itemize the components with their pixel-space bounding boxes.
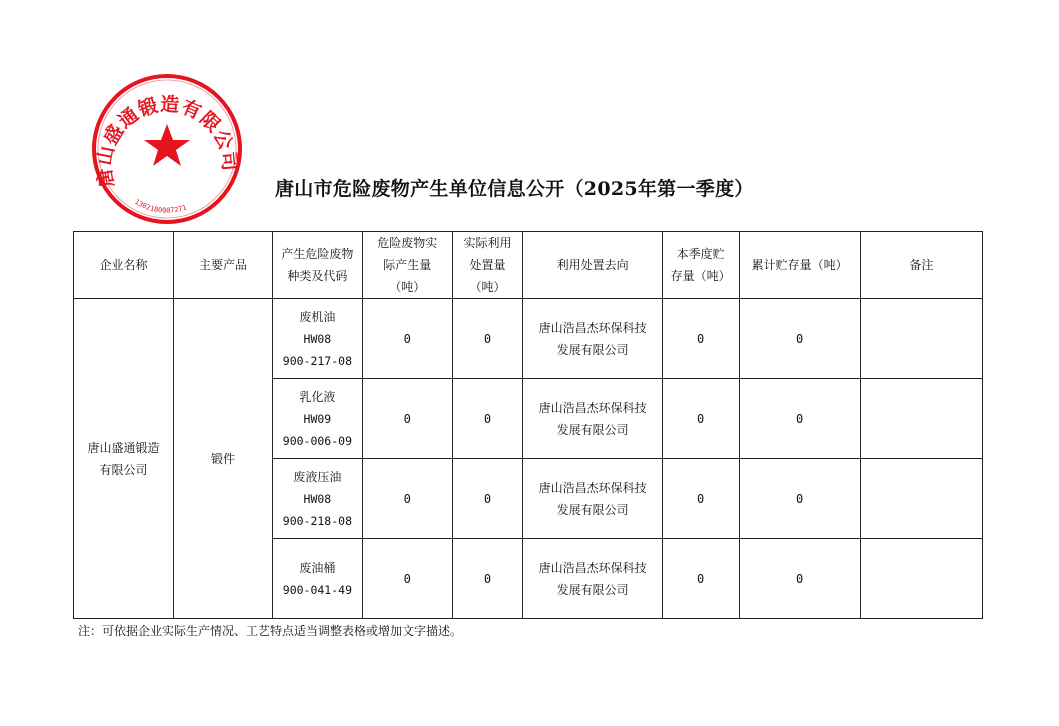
actual-disposal-cell: 0 [452, 379, 523, 459]
table-row [74, 299, 983, 379]
main-product-cell: 锻件 [173, 299, 272, 619]
header-remarks: 备注 [860, 232, 982, 299]
header-actual-output: 危险废物实 际产生量 （吨） [362, 232, 452, 299]
svg-text:1302180007271: 1302180007271 [133, 197, 188, 215]
actual-disposal-cell: 0 [452, 539, 523, 619]
remarks-cell [860, 299, 982, 379]
cumulative-storage-cell: 0 [739, 299, 860, 379]
actual-output-cell: 0 [362, 459, 452, 539]
header-destination: 利用处置去向 [523, 232, 662, 299]
actual-output-cell: 0 [362, 379, 452, 459]
waste-type-cell: 废液压油 HW08 900-218-08 [272, 459, 362, 539]
company-name-cell: 唐山盛通锻造 有限公司 [74, 299, 174, 619]
waste-type-cell: 废油桶 900-041-49 [272, 539, 362, 619]
document-title: 唐山市危险废物产生单位信息公开（2025年第一季度） [275, 178, 754, 200]
header-company: 企业名称 [74, 232, 174, 299]
seal-star-icon [144, 124, 190, 166]
quarter-storage-cell: 0 [662, 539, 739, 619]
header-cumulative-storage: 累计贮存量（吨） [739, 232, 860, 299]
remarks-cell [860, 379, 982, 459]
quarter-storage-cell: 0 [662, 299, 739, 379]
remarks-cell [860, 459, 982, 539]
header-actual-disposal: 实际利用 处置量 （吨） [452, 232, 523, 299]
cumulative-storage-cell: 0 [739, 539, 860, 619]
waste-type-cell: 乳化液 HW09 900-006-09 [272, 379, 362, 459]
cumulative-storage-cell: 0 [739, 459, 860, 539]
company-seal [90, 72, 244, 226]
hazardous-waste-table [73, 231, 983, 619]
actual-output-cell: 0 [362, 299, 452, 379]
remarks-cell [860, 539, 982, 619]
header-product: 主要产品 [173, 232, 272, 299]
quarter-storage-cell: 0 [662, 459, 739, 539]
destination-cell: 唐山浩昌杰环保科技 发展有限公司 [523, 379, 662, 459]
destination-cell: 唐山浩昌杰环保科技 发展有限公司 [523, 459, 662, 539]
destination-cell: 唐山浩昌杰环保科技 发展有限公司 [523, 539, 662, 619]
header-quarter-storage: 本季度贮 存量（吨） [662, 232, 739, 299]
waste-type-cell: 废机油 HW08 900-217-08 [272, 299, 362, 379]
footnote: 注：可依据企业实际生产情况、工艺特点适当调整表格或增加文字描述。 [78, 624, 463, 638]
cumulative-storage-cell: 0 [739, 379, 860, 459]
svg-text:唐山盛通锻造有限公司: 唐山盛通锻造有限公司 [93, 93, 241, 189]
actual-disposal-cell: 0 [452, 459, 523, 539]
actual-disposal-cell: 0 [452, 299, 523, 379]
destination-cell: 唐山浩昌杰环保科技 发展有限公司 [523, 299, 662, 379]
header-waste-type: 产生危险废物 种类及代码 [272, 232, 362, 299]
quarter-storage-cell: 0 [662, 379, 739, 459]
actual-output-cell: 0 [362, 539, 452, 619]
table-header-row [74, 232, 983, 299]
